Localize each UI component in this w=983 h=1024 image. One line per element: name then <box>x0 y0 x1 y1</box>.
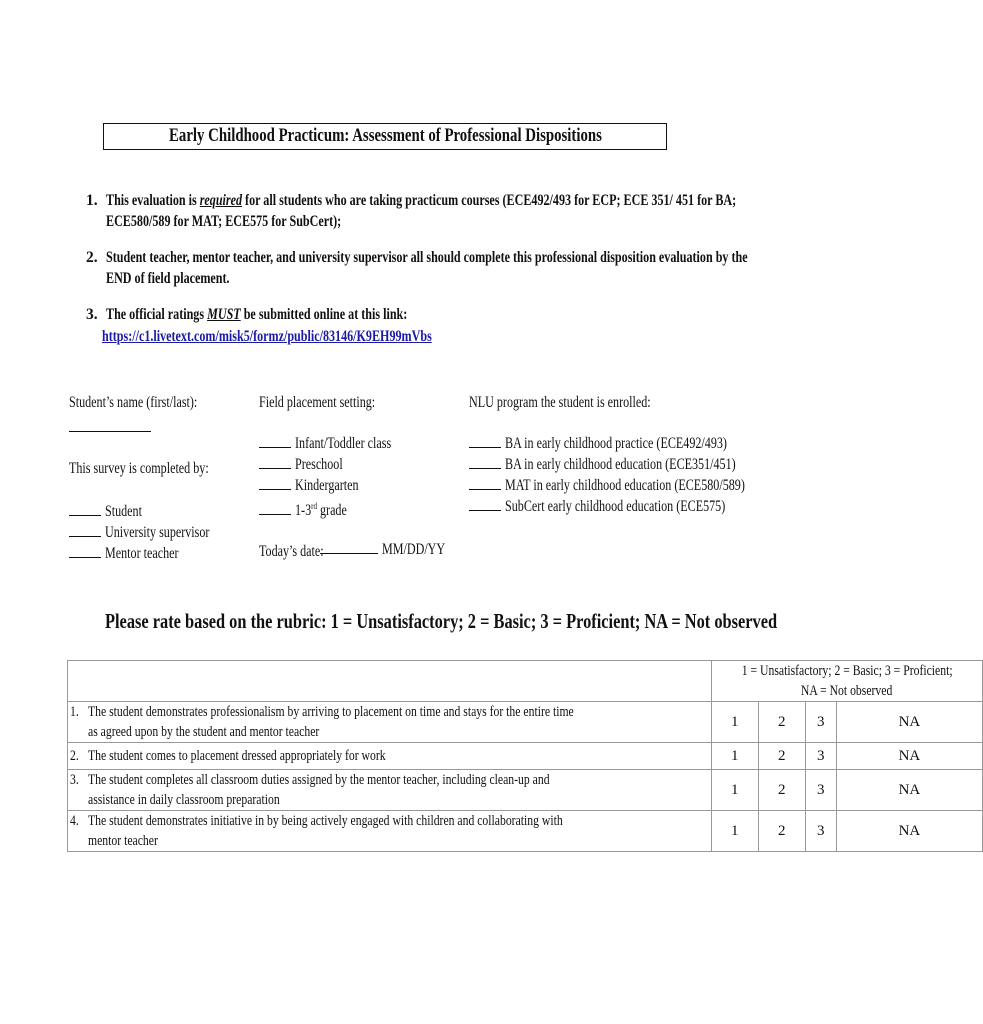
program-column <box>469 392 749 517</box>
survey-label: This survey is completed by: <box>69 460 209 477</box>
option-grade: 1-3rd grade <box>294 501 347 520</box>
date-entry <box>320 539 463 560</box>
program-subcert-blank[interactable] <box>469 496 501 511</box>
score-1-cell[interactable]: 1 <box>711 743 758 770</box>
score-3-cell[interactable]: 3 <box>805 770 836 811</box>
rating-heading: Please rate based on the rubric: 1 = Unsatisfactory; 2 = Basic; 3 = Proficient; NA = Not observed <box>105 609 778 633</box>
criterion-text: The student demonstrates professionalism by arriving to placement on time and stays for the entire time <box>88 704 574 720</box>
infant-check-blank[interactable] <box>259 433 291 448</box>
grade-check-blank[interactable] <box>259 500 291 515</box>
student-name-blank[interactable] <box>69 417 151 432</box>
header-blank-cell <box>68 661 712 702</box>
option-mat: MAT in early childhood education (ECE580/589) <box>504 477 745 494</box>
required-emphasis: required <box>199 192 243 209</box>
score-na-cell[interactable]: NA <box>836 811 982 852</box>
instruction-number: 2. <box>86 249 98 266</box>
kindergarten-check-blank[interactable] <box>259 475 291 490</box>
criterion-text: The student comes to placement dressed appropriately for work <box>88 748 386 764</box>
mentor-check-blank[interactable] <box>69 543 101 558</box>
score-2-cell[interactable]: 2 <box>758 702 805 743</box>
criterion-text: The student demonstrates initiative in by being actively engaged with children and collaborating with <box>88 813 563 829</box>
option-kindergarten: Kindergarten <box>294 477 359 494</box>
table-row: 1. The student demonstrates professionalism by arriving to placement on time and stays for the entire time as agreed upon by the student and mentor teacher 1 2 3 NA <box>68 702 983 743</box>
student-column <box>69 392 249 564</box>
option-ba-practice: BA in early childhood practice (ECE492/493) <box>504 435 727 452</box>
score-3-cell[interactable]: 3 <box>805 702 836 743</box>
score-2-cell[interactable]: 2 <box>758 743 805 770</box>
instruction-text: The official ratings <box>106 306 208 323</box>
scale-header-cell: 1 = Unsatisfactory; 2 = Basic; 3 = Proficient; NA = Not observed <box>711 661 982 702</box>
date-blank[interactable] <box>320 539 378 554</box>
document-title: Early Childhood Practicum: Assessment of Professional Dispositions <box>103 123 668 150</box>
criterion-text: assistance in daily classroom preparation <box>88 792 280 808</box>
score-1-cell[interactable]: 1 <box>711 702 758 743</box>
table-row: 2. The student comes to placement dressed appropriately for work 1 2 3 NA <box>68 743 983 770</box>
option-supervisor: University supervisor <box>104 524 210 541</box>
rubric-table <box>67 660 983 852</box>
placement-column <box>259 392 459 562</box>
program-ba-practice-blank[interactable] <box>469 433 501 448</box>
instruction-number: 1. <box>86 192 98 209</box>
score-na-cell[interactable]: NA <box>836 702 982 743</box>
student-name-label: Student’s name (first/last): <box>69 394 198 411</box>
title-container <box>0 123 770 150</box>
option-subcert: SubCert early childhood education (ECE575) <box>504 498 726 515</box>
instruction-text: be submitted online at this link: <box>240 306 408 323</box>
table-header-row <box>68 661 983 702</box>
table-row: 3. The student completes all classroom duties assigned by the mentor teacher, including clean-up and assistance in daily classroom preparation 1 2 3 NA <box>68 770 983 811</box>
instruction-text: Student teacher, mentor teacher, and university supervisor all should complete this professional disposition evaluation by the <box>106 249 748 266</box>
option-student: Student <box>104 503 142 520</box>
score-2-cell[interactable]: 2 <box>758 811 805 852</box>
program-mat-blank[interactable] <box>469 475 501 490</box>
placement-label: Field placement setting: <box>259 394 376 411</box>
score-1-cell[interactable]: 1 <box>711 811 758 852</box>
livetext-link[interactable]: https://c1.livetext.com/misk5/formz/public/83146/K9EH99mVbs <box>102 328 432 345</box>
score-3-cell[interactable]: 3 <box>805 743 836 770</box>
instruction-text: This evaluation is <box>106 192 200 209</box>
link-line <box>102 326 742 347</box>
score-2-cell[interactable]: 2 <box>758 770 805 811</box>
must-emphasis: MUST <box>207 306 241 323</box>
date-format: MM/DD/YY <box>381 541 446 558</box>
criterion-text: as agreed upon by the student and mentor teacher <box>88 724 320 740</box>
criterion-text: The student completes all classroom duties assigned by the mentor teacher, including clean-up and <box>88 772 550 788</box>
instruction-text: END of field placement. <box>106 270 230 287</box>
student-check-blank[interactable] <box>69 501 101 516</box>
instruction-number: 3. <box>86 306 98 323</box>
criterion-text: mentor teacher <box>88 833 158 849</box>
score-na-cell[interactable]: NA <box>836 770 982 811</box>
table-row: 4. The student demonstrates initiative in by being actively engaged with children and collaborating with mentor teacher 1 2 3 NA <box>68 811 983 852</box>
option-infant: Infant/Toddler class <box>294 435 392 452</box>
score-1-cell[interactable]: 1 <box>711 770 758 811</box>
score-3-cell[interactable]: 3 <box>805 811 836 852</box>
instruction-text: ECE580/589 for MAT; ECE575 for SubCert); <box>106 213 342 230</box>
preschool-check-blank[interactable] <box>259 454 291 469</box>
supervisor-check-blank[interactable] <box>69 522 101 537</box>
program-ba-education-blank[interactable] <box>469 454 501 469</box>
option-preschool: Preschool <box>294 456 343 473</box>
program-label: NLU program the student is enrolled: <box>469 394 651 411</box>
instruction-text: for all students who are taking practicum courses (ECE492/493 for ECP; ECE 351/ 451 for BA; <box>242 192 737 209</box>
option-mentor: Mentor teacher <box>104 545 179 562</box>
score-na-cell[interactable]: NA <box>836 743 982 770</box>
option-ba-education: BA in early childhood education (ECE351/451) <box>504 456 736 473</box>
date-label: Today’s date: <box>259 543 324 561</box>
